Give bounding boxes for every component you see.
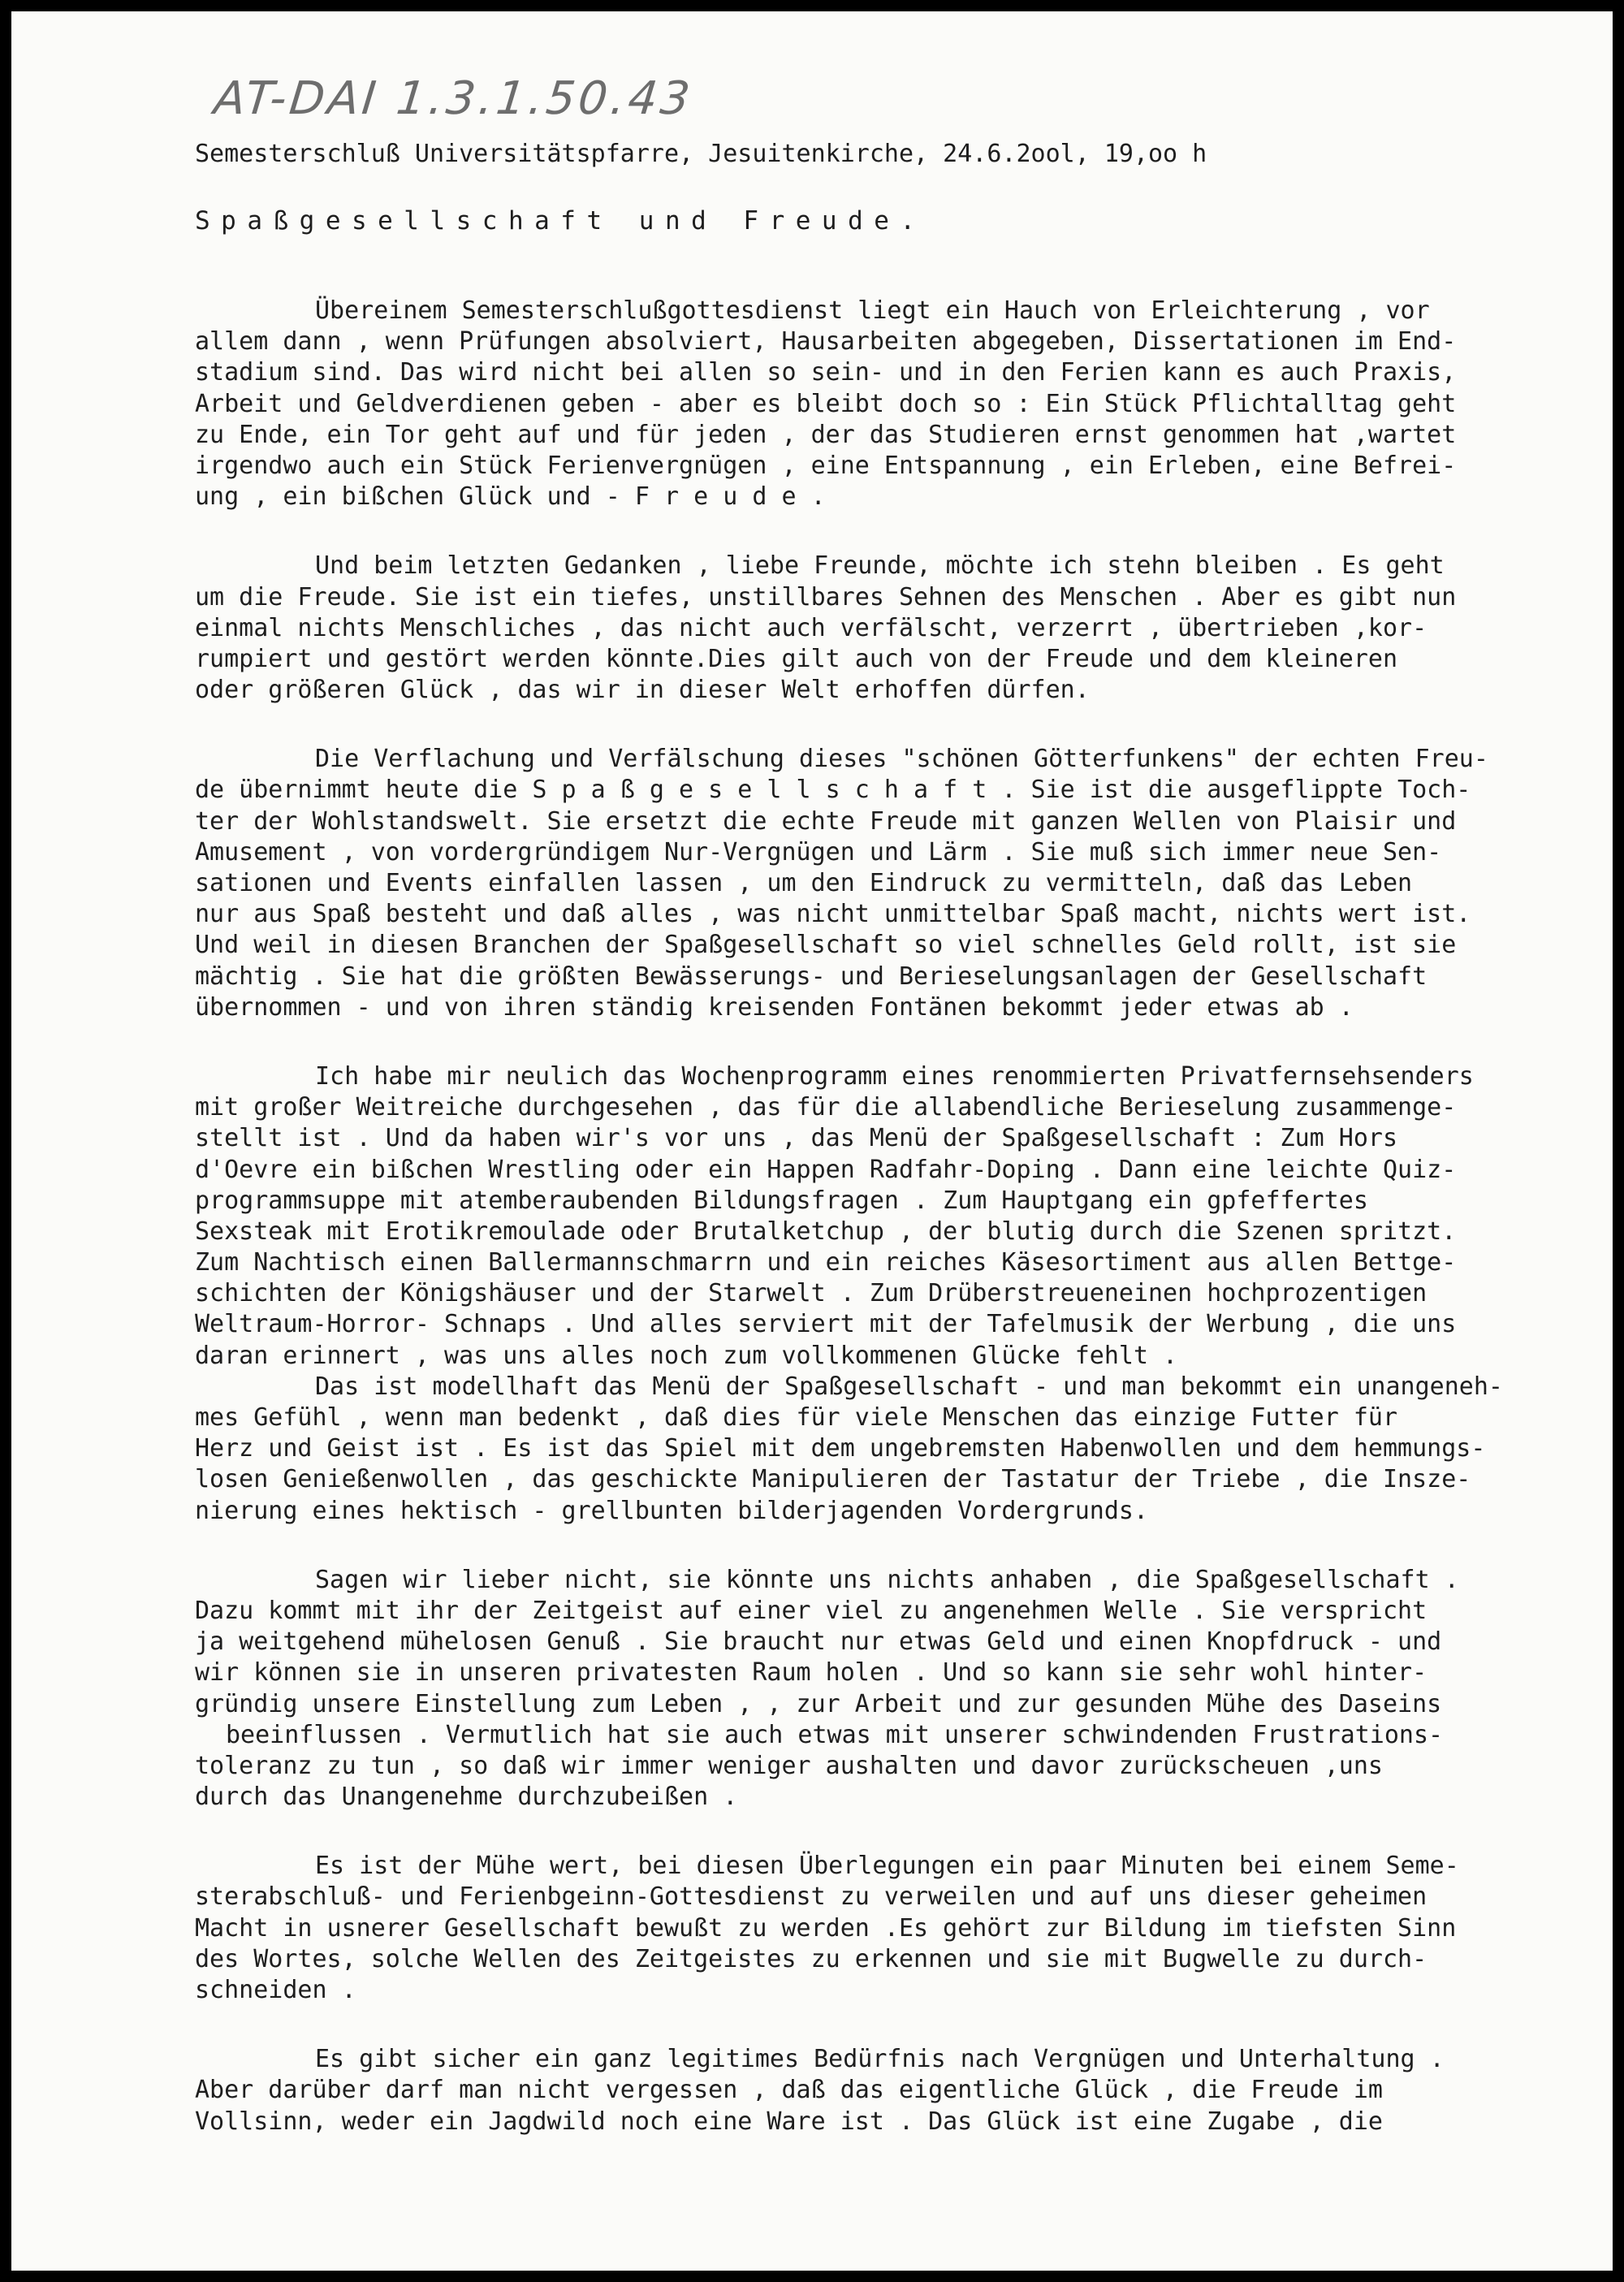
- text-line: programmsuppe mit atemberaubenden Bildungsfragen . Zum Hauptgang ein gpfeffertes: [195, 1186, 1368, 1215]
- text-line: Arbeit und Geldverdienen geben - aber es bleibt doch so : Ein Stück Pflichtalltag geht: [195, 389, 1457, 418]
- text-line: Das ist modellhaft das Menü der Spaßgesellschaft - und man bekommt ein unangeneh-: [315, 1372, 1503, 1401]
- text-line: Weltraum-Horror- Schnaps . Und alles serviert mit der Tafelmusik der Werbung , die uns: [195, 1310, 1457, 1339]
- text-line: oder größeren Glück , das wir in dieser Welt erhoffen dürfen.: [195, 676, 1090, 705]
- text-line: einmal nichts Menschliches , das nicht auch verfälscht, verzerrt , übertrieben ,kor-: [195, 613, 1427, 642]
- text-line: Zum Nachtisch einen Ballermannschmarrn und ein reiches Käsesortiment aus allen Bettge-: [195, 1248, 1457, 1277]
- text-line: schneiden .: [195, 1976, 356, 2004]
- text-line: daran erinnert , was uns alles noch zum vollkommenen Glücke fehlt .: [195, 1341, 1178, 1370]
- text-line: mächtig . Sie hat die größten Bewässerungs- und Berieselungsanlagen der Gesellschaft: [195, 962, 1427, 991]
- paragraph-2: [195, 551, 1559, 706]
- text-line: Und beim letzten Gedanken , liebe Freunde, möchte ich stehn bleiben . Es geht: [315, 551, 1445, 581]
- text-line: Vollsinn, weder ein Jagdwild noch eine Ware ist . Das Glück ist eine Zugabe , die: [195, 2107, 1383, 2136]
- text-line: allem dann , wenn Prüfungen absolviert, Hausarbeiten abgegeben, Dissertationen im End-: [195, 327, 1457, 357]
- document-title: Spaßgesellschaft und Freude.: [195, 206, 926, 236]
- text-line: ung , ein bißchen Glück und - F r e u d e .: [195, 482, 826, 512]
- text-line: Es gibt sicher ein ganz legitimes Bedürfnis nach Vergnügen und Unterhaltung .: [315, 2045, 1445, 2074]
- text-line: Herz und Geist ist . Es ist das Spiel mit dem ungebremsten Habenwollen und dem hemmungs-: [195, 1434, 1486, 1463]
- text-line: ja weitgehend mühelosen Genuß . Sie braucht nur etwas Geld und einen Knopfdruck - und: [195, 1627, 1442, 1657]
- text-line: Macht in usnerer Gesellschaft bewußt zu werden .Es gehört zur Bildung im tiefsten Sinn: [195, 1913, 1457, 1943]
- text-line: Es ist der Mühe wert, bei diesen Überlegungen ein paar Minuten bei einem Seme-: [315, 1852, 1459, 1881]
- text-line: nierung eines hektisch - grellbunten bilderjagenden Vordergrunds.: [195, 1496, 1148, 1525]
- text-line: Die Verflachung und Verfälschung dieses "schönen Götterfunkens" der echten Freu-: [315, 745, 1488, 774]
- text-line: Amusement , von vordergründigem Nur-Vergnügen und Lärm . Sie muß sich immer neue Sen-: [195, 837, 1442, 867]
- text-line: losen Genießenwollen , das geschickte Manipulieren der Tastatur der Triebe , die Insze-: [195, 1465, 1471, 1494]
- text-line: durch das Unangenehme durchzubeißen .: [195, 1783, 738, 1812]
- text-line: stadium sind. Das wird nicht bei allen so sein- und in den Ferien kann es auch Praxis,: [195, 358, 1457, 387]
- text-line: mit großer Weitreiche durchgesehen , das für die allabendliche Berieselung zusammenge-: [195, 1093, 1457, 1122]
- text-line: rumpiert und gestört werden könnte.Dies gilt auch von der Freude und dem kleineren: [195, 644, 1398, 673]
- text-line: Ich habe mir neulich das Wochenprogramm eines renommierten Privatfernsehsenders: [315, 1061, 1474, 1091]
- text-line: Übereinem Semesterschlußgottesdienst liegt ein Hauch von Erleichterung , vor: [315, 296, 1430, 325]
- text-line: sterabschluß- und Ferienbgeinn-Gottesdienst zu verweilen und auf uns dieser geheimen: [195, 1882, 1427, 1912]
- text-line: stellt ist . Und da haben wir's vor uns , das Menü der Spaßgesellschaft : Zum Hors: [195, 1124, 1398, 1153]
- text-line: sationen und Events einfallen lassen , um den Eindruck zu vermitteln, daß das Leben: [195, 869, 1413, 897]
- paragraph-8: [195, 2044, 1559, 2137]
- text-line: des Wortes, solche Wellen des Zeitgeistes zu erkennen und sie mit Bugwelle zu durch-: [195, 1944, 1427, 1973]
- text-line: Dazu kommt mit ihr der Zeitgeist auf einer viel zu angenehmen Welle . Sie verspricht: [195, 1596, 1427, 1625]
- document-body: [195, 296, 1559, 2176]
- archive-code: AT-DAI 1.3.1.50.43: [211, 72, 696, 125]
- text-line: mes Gefühl , wenn man bedenkt , daß dies für viele Menschen das einzige Futter für: [195, 1403, 1398, 1432]
- text-line: schichten der Königshäuser und der Starwelt . Zum Drüberstreueneinen hochprozentigen: [195, 1279, 1427, 1308]
- text-line: d'Oevre ein bißchen Wrestling oder ein Happen Radfahr-Doping . Dann eine leichte Quiz-: [195, 1155, 1457, 1184]
- text-line: toleranz zu tun , so daß wir immer weniger aushalten und davor zurückscheuen ,uns: [195, 1751, 1383, 1780]
- text-line: gründig unsere Einstellung zum Leben , , zur Arbeit und zur gesunden Mühe des Daseins: [195, 1689, 1442, 1718]
- text-line: nur aus Spaß besteht und daß alles , was nicht unmittelbar Spaß macht, nichts wert ist.: [195, 900, 1471, 929]
- paragraph-4: [195, 1061, 1559, 1372]
- paragraph-3: [195, 744, 1559, 1023]
- paragraph-7: [195, 1851, 1559, 2006]
- text-line: wir können sie in unseren privatesten Raum holen . Und so kann sie sehr wohl hinter-: [195, 1658, 1427, 1688]
- text-line: übernommen - und von ihren ständig kreisenden Fontänen bekommt jeder etwas ab .: [195, 992, 1354, 1022]
- document-header: Semesterschluß Universitätspfarre, Jesuitenkirche, 24.6.2ool, 19,oo h: [195, 140, 1207, 168]
- paragraph-5: [195, 1372, 1559, 1527]
- text-line: zu Ende, ein Tor geht auf und für jeden , der das Studieren ernst genommen hat ,wartet: [195, 420, 1457, 449]
- text-line: beeinflussen . Vermutlich hat sie auch etwas mit unserer schwindenden Frustrations-: [226, 1720, 1444, 1749]
- paragraph-1: [195, 296, 1559, 512]
- text-line: Aber darüber darf man nicht vergessen , daß das eigentliche Glück , die Freude im: [195, 2076, 1383, 2105]
- text-line: de übernimmt heute die S p a ß g e s e l l s c h a f t . Sie ist die ausgeflippte Toch-: [195, 776, 1471, 805]
- text-line: Und weil in diesen Branchen der Spaßgesellschaft so viel schnelles Geld rollt, ist sie: [195, 931, 1457, 960]
- text-line: Sagen wir lieber nicht, sie könnte uns nichts anhaben , die Spaßgesellschaft .: [315, 1565, 1459, 1594]
- text-line: ter der Wohlstandswelt. Sie ersetzt die echte Freude mit ganzen Wellen von Plaisir und: [195, 806, 1457, 836]
- text-line: um die Freude. Sie ist ein tiefes, unstillbares Sehnen des Menschen . Aber es gibt nun: [195, 582, 1457, 612]
- text-line: Sexsteak mit Erotikremoulade oder Brutalketchup , der blutig durch die Szenen spritzt.: [195, 1217, 1457, 1246]
- paragraph-6: [195, 1565, 1559, 1813]
- document-page: [11, 11, 1613, 2271]
- text-line: irgendwo auch ein Stück Ferienvergnügen , eine Entspannung , ein Erleben, eine Befrei-: [195, 451, 1457, 480]
